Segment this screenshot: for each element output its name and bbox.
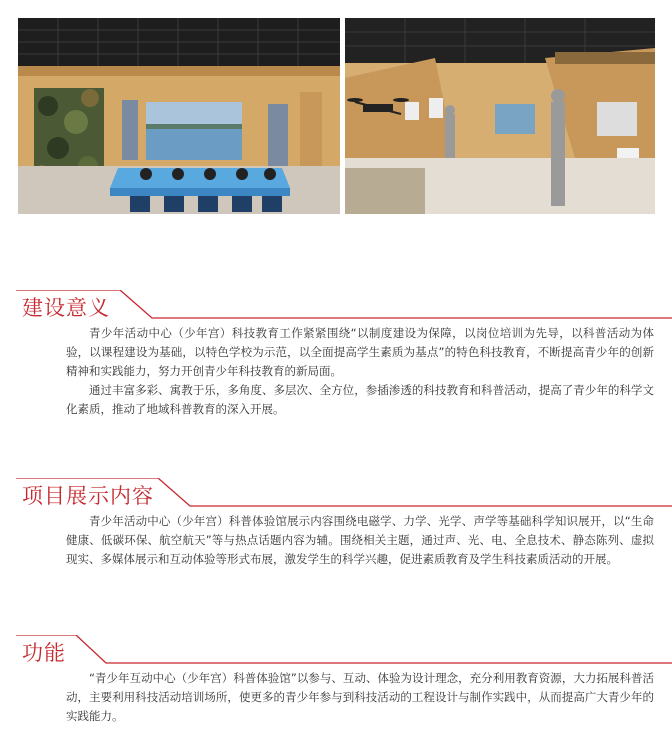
section-title: 项目展示内容 — [22, 484, 154, 508]
heading-rule — [0, 635, 672, 669]
section-title: 建设意义 — [22, 296, 110, 320]
exhibition-hall-photo-right — [345, 18, 655, 214]
section-heading-row — [0, 478, 672, 512]
paragraph: 通过丰富多彩、寓教于乐，多角度、多层次、全方位，参插渗透的科技教育和科普活动，提高了青少年的科学文化素质，推动了地域科普教育的深入开展。 — [66, 383, 654, 416]
section-exhibition-content — [0, 478, 672, 569]
section-function — [0, 635, 672, 726]
section-heading-row — [0, 290, 672, 324]
section-significance — [0, 290, 672, 419]
paragraph: 青少年活动中心（少年宫）科技教育工作紧紧围绕“以制度建设为保障，以岗位培训为先导，以科普活动为体验，以课程建设为基础，以特色学校为示范，以全面提高学生素质为基点”的特色科技教育，不断提高青少年的创新精神和实践能力，努力开创青少年科技教育的新局面。 — [66, 326, 654, 378]
paragraph: 青少年活动中心（少年宫）科普体验馆展示内容围绕电磁学、力学、光学、声学等基础科学知识展开，以“生命健康、低碳环保、航空航天”等与热点话题内容为辅。围绕相关主题，通过声、光、电、全息技术、静态陈列、虚拟现实、多媒体展示和互动体验等形式布展，激发学生的科学兴趣，促进素质教育及学生科技素质活动的开展。 — [66, 514, 654, 566]
exhibition-hall-photo-left — [18, 18, 340, 214]
section-title: 功能 — [22, 641, 66, 665]
paragraph: “青少年互动中心（少年宫）科普体验馆”以参与、互动、体验为设计理念，充分利用教育资源，大力拓展科普活动，主要利用科技活动培训场所，使更多的青少年参与到科技活动的工程设计与制作实践中，从而提高广大青少年的实践能力。 — [66, 671, 654, 723]
section-heading-row — [0, 635, 672, 669]
